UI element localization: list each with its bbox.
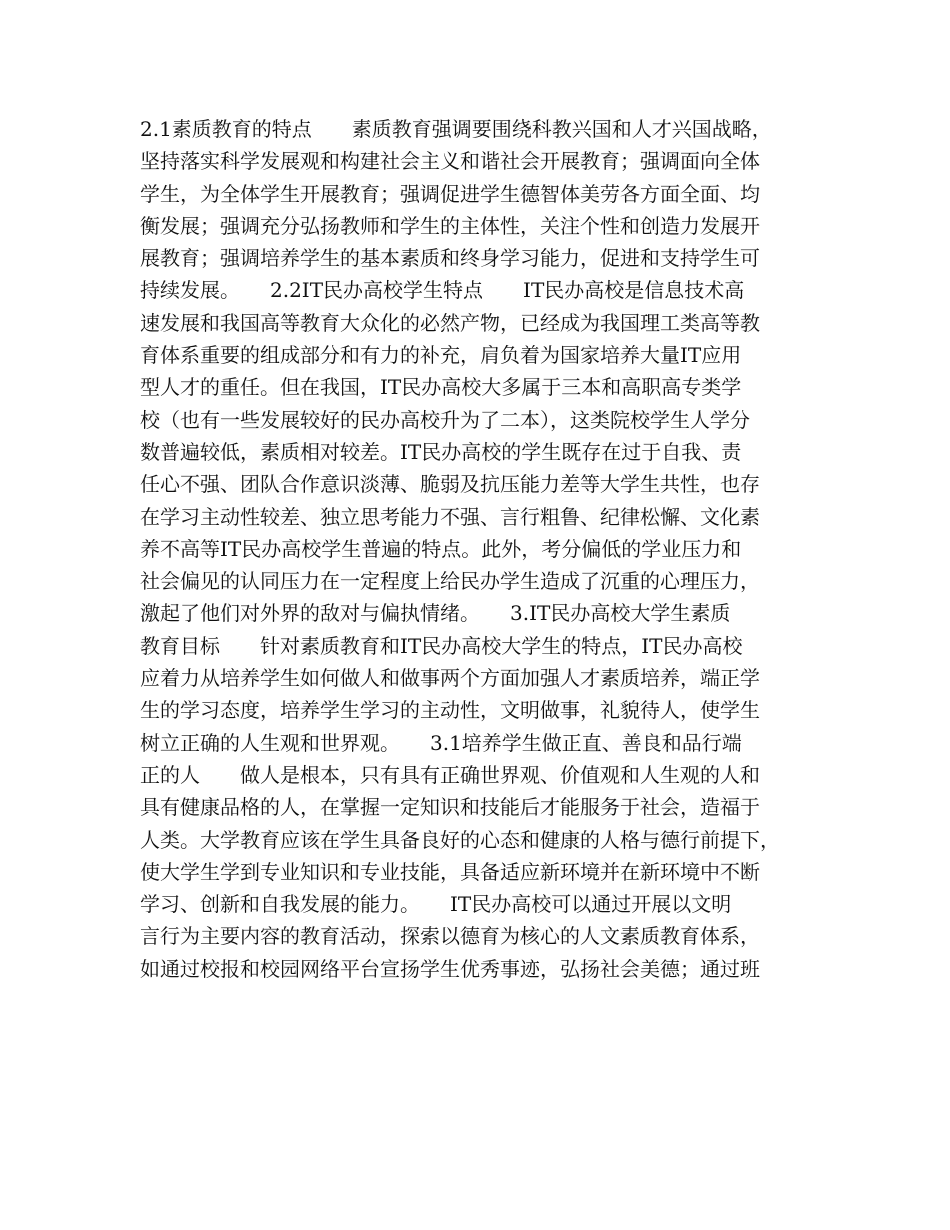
- text-line: 衡发展；强调充分弘扬教师和学生的主体性，关注个性和创造力发展开: [140, 213, 760, 238]
- text-line: 学习、创新和自我发展的能力。 IT民办高校可以通过开展以文明: [140, 892, 732, 917]
- text-line: 校（也有一些发展较好的民办高校升为了二本），这类院校学生人学分: [140, 407, 750, 432]
- text-line: 如通过校报和校园网络平台宣扬学生优秀事迹，弘扬社会美德；通过班: [140, 956, 760, 981]
- text-line: 具有健康品格的人，在掌握一定知识和技能后才能服务于社会，造福于: [140, 795, 760, 820]
- text-line: 坚持落实科学发展观和构建社会主义和谐社会开展教育；强调面向全体: [140, 149, 760, 174]
- text-line: 激起了他们对外界的敌对与偏执情绪。 3.IT民办高校大学生素质: [140, 601, 731, 626]
- text-line: 在学习主动性较差、独立思考能力不强、言行粗鲁、纪律松懈、文化素: [140, 504, 760, 529]
- text-line: 应着力从培养学生如何做人和做事两个方面加强人才素质培养，端正学: [140, 666, 760, 691]
- text-line: 社会偏见的认同压力在一定程度上给民办学生造成了沉重的心理压力，: [140, 569, 760, 594]
- text-line: 展教育；强调培养学生的基本素质和终身学习能力，促进和支持学生可: [140, 246, 760, 271]
- text-line: 2.1素质教育的特点 素质教育强调要围绕科教兴国和人才兴国战略，: [140, 117, 772, 141]
- text-line: 教育目标 针对素质教育和IT民办高校大学生的特点，IT民办高校: [140, 633, 743, 658]
- text-line: 数普遍较低，素质相对较差。IT民办高校的学生既存在过于自我、责: [140, 439, 742, 464]
- text-line: 人类。大学教育应该在学生具备良好的心态和健康的人格与德行前提下，: [140, 827, 780, 852]
- text-line: 型人才的重任。但在我国，IT民办高校大多属于三本和高职高专类学: [140, 375, 742, 400]
- text-line: 任心不强、团队合作意识淡薄、脆弱及抗压能力差等大学生共性，也存: [140, 472, 760, 497]
- text-line: 言行为主要内容的教育活动，探索以德育为核心的人文素质教育体系，: [140, 924, 760, 949]
- text-line: 养不高等IT民办高校学生普遍的特点。此外，考分偏低的学业压力和: [140, 536, 742, 561]
- text-line: 正的人 做人是根本，只有具有正确世界观、价值观和人生观的人和: [140, 762, 760, 787]
- text-line: 持续发展。 2.2IT民办高校学生特点 IT民办高校是信息技术高: [140, 278, 745, 303]
- text-line: 速发展和我国高等教育大众化的必然产物，已经成为我国理工类高等教: [140, 310, 760, 335]
- text-line: 使大学生学到专业知识和专业技能，具备适应新环境并在新环境中不断: [140, 859, 760, 884]
- body-text: [140, 113, 830, 985]
- text-line: 育体系重要的组成部分和有力的补充，肩负着为国家培养大量IT应用: [140, 343, 742, 368]
- text-line: 生的学习态度，培养学生学习的主动性，文明做事，礼貌待人，使学生: [140, 698, 760, 723]
- text-line: 树立正确的人生观和世界观。 3.1培养学生做正直、善良和品行端: [140, 730, 742, 755]
- text-line: 学生，为全体学生开展教育；强调促进学生德智体美劳各方面全面、均: [140, 181, 760, 206]
